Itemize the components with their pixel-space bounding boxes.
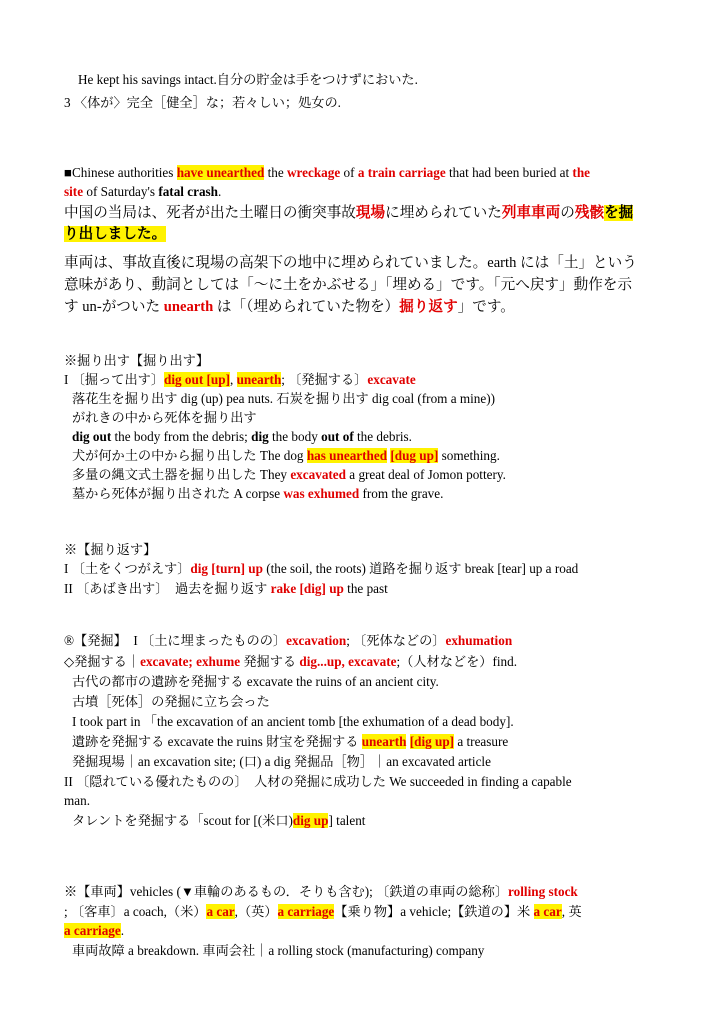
dictionary-line: I 〔土をくつがえす〕dig [turn] up (the soil, the roots) 道路を掘り返す break [tear] up a road — [64, 561, 579, 576]
dictionary-line: 犬が何か土の中から掘り出した The dog has unearthed [dug up] something. — [72, 448, 500, 463]
dictionary-line: ; 〔客車〕a coach,（米）a car,（英）a carriage【乗り物】a vehicle;【鉄道の】米 a car, 英 — [64, 904, 582, 919]
dictionary-line: がれきの中から死体を掘り出す — [72, 410, 257, 425]
news-sentence-line: ■Chinese authorities have unearthed the wreckage of a train carriage that had been buried at the — [64, 165, 591, 180]
dictionary-line: 車両故障 a breakdown. 車両会社｜a rolling stock (manufacturing) company — [72, 943, 485, 958]
dictionary-line: II 〔隠れている優れたものの〕 人材の発掘に成功した We succeeded in finding a capable — [64, 774, 572, 789]
dictionary-line: man. — [64, 793, 91, 808]
entry-heading: ※【掘り返す】 — [64, 542, 157, 557]
news-sentence-line: site of Saturday's fatal crash. — [64, 184, 222, 199]
entry-heading: ※掘り出す【掘り出す】 — [64, 353, 210, 368]
text-line: 3 〈体が〉完全［健全］な；若々しい；処女の. — [64, 95, 341, 110]
entry-heading: ※【車両】vehicles (▼車輪のあるもの．そりも含む); 〔鉄道の車両の総称〕rolling stock — [64, 884, 578, 899]
dictionary-line: 発掘現場｜an excavation site; (口) a dig 発掘品［物］｜an excavated article — [72, 754, 491, 769]
dictionary-line: ◇発掘する｜excavate; exhume 発掘する dig...up, excavate;（人材などを）find. — [64, 654, 517, 669]
dictionary-line: タレントを発掘する「scout for [(米口)dig up] talent — [72, 813, 366, 828]
explanation-line: 意味があり、動詞としては「～に土をかぶせる」「埋める」です。「元へ戻す」動作を示 — [64, 277, 632, 293]
dictionary-line: 落花生を掘り出す dig (up) pea nuts. 石炭を掘り出す dig coal (from a mine)) — [72, 391, 496, 406]
text-line: He kept his savings intact.自分の貯金は手をつけずにおいた. — [78, 72, 418, 87]
dictionary-line: a carriage. — [64, 923, 125, 938]
translation-line: 中国の当局は、死者が出た土曜日の衝突事故現場に埋められていた列車車両の残骸を掘 — [64, 205, 634, 221]
explanation-line: 車両は、事故直後に現場の高架下の地中に埋められていました。earth には「土」という — [64, 255, 637, 271]
dictionary-line: 古代の都市の遺跡を発掘する excavate the ruins of an ancient city. — [72, 674, 439, 689]
dictionary-line: 墓から死体が掘り出された A corpse was exhumed from the grave. — [72, 486, 444, 501]
dictionary-line: I took part in 「the excavation of an ancient tomb [the exhumation of a dead body]. — [72, 714, 514, 729]
dictionary-line: dig out the body from the debris; dig the body out of the debris. — [72, 429, 412, 444]
translation-line: り出しました。 — [64, 226, 167, 242]
dictionary-line: I 〔掘って出す〕dig out [up], unearth; 〔発掘する〕excavate — [64, 372, 416, 387]
dictionary-line: II 〔あばき出す〕 過去を掘り返す rake [dig] up the past — [64, 581, 388, 596]
explanation-line: す un-がついた unearth は「（埋められていた物を）掘り返す」です。 — [64, 299, 515, 315]
dictionary-line: 古墳［死体］の発掘に立ち会った — [72, 694, 270, 709]
dictionary-line: 遺跡を発掘する excavate the ruins 財宝を発掘する unearth [dig up] a treasure — [72, 734, 509, 749]
dictionary-line: 多量の縄文式土器を掘り出した They excavated a great deal of Jomon pottery. — [72, 467, 506, 482]
entry-heading: ®【発掘】 I 〔土に埋まったものの〕excavation; 〔死体などの〕exhumation — [64, 633, 513, 648]
